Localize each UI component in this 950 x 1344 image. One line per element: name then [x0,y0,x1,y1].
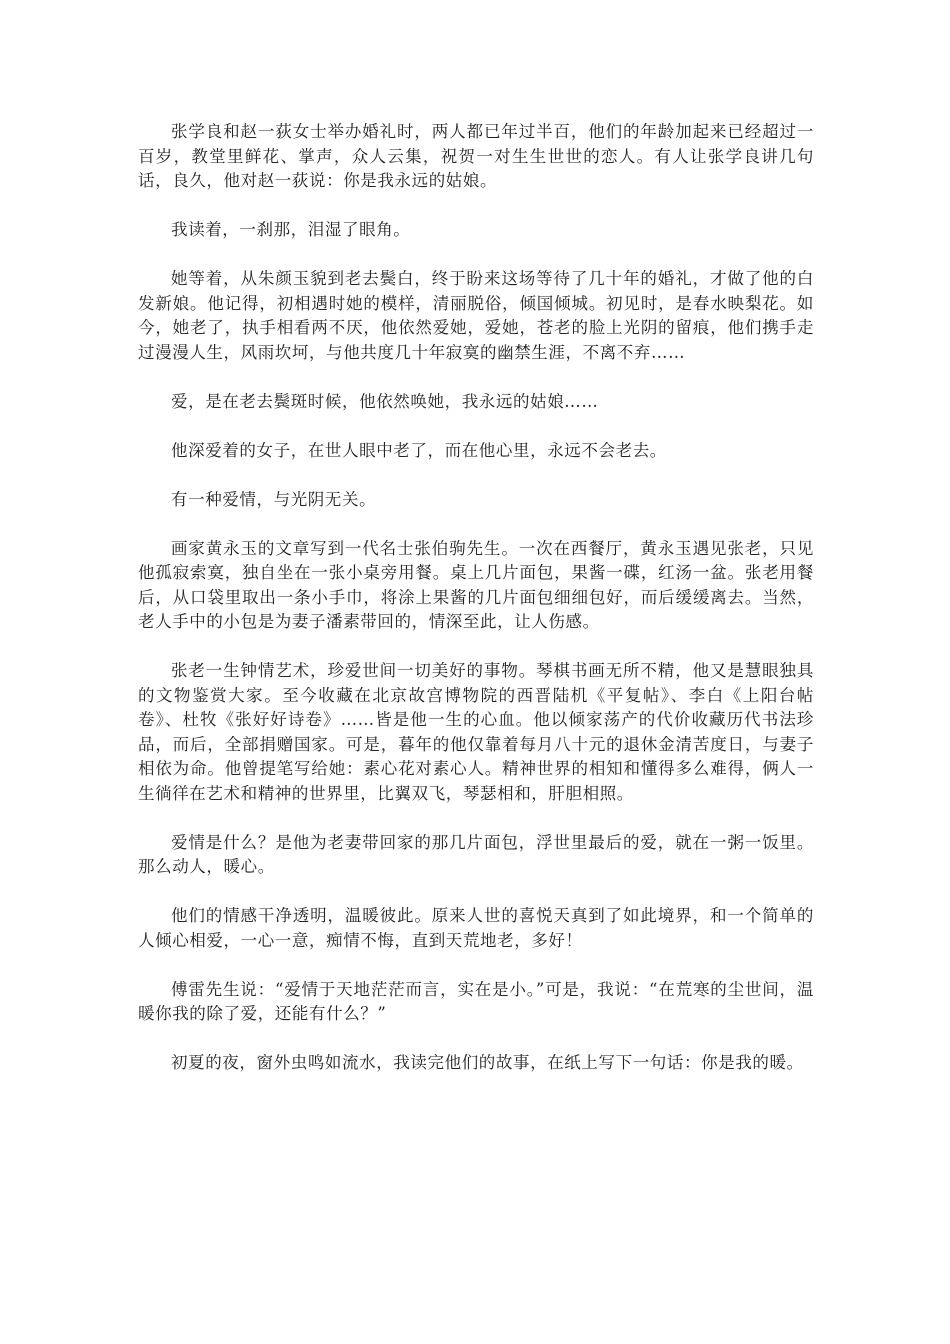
article-body [138,120,814,1100]
paragraph-9: 爱情是什么？是他为老妻带回家的那几片面包，浮世里最后的爱，就在一粥一饭里。那么动人，暖心。 [138,832,814,876]
paragraph-7: 画家黄永玉的文章写到一代名士张伯驹先生。一次在西餐厅，黄永玉遇见张老，只见他孤寂索寞，独自坐在一张小桌旁用餐。桌上几片面包，果酱一碟，红汤一盆。张老用餐后，从口袋里取出一条小手巾，将涂上果酱的几片面包细细包好，而后缓缓离去。当然，老人手中的小包是为妻子潘素带回的，情深至此，让人伤感。 [138,538,814,631]
paragraph-2: 我读着，一刹那，泪湿了眼角。 [171,220,411,239]
paragraph-4: 爱，是在老去鬓斑时候，他依然唤她，我永远的姑娘…… [171,391,599,411]
paragraph-1: 张学良和赵一荻女士举办婚礼时，两人都已年过半百，他们的年龄加起来已经超过一百岁，教堂里鲜花、掌声，众人云集，祝贺一对生生世世的恋人。有人让张学良讲几句话，良久，他对赵一荻说：你是我永远的姑娘。 [138,122,814,190]
paragraph-8: 张老一生钟情艺术，珍爱世间一切美好的事物。琴棋书画无所不精，他又是慧眼独具的文物鉴赏大家。至今收藏在北京故宫博物院的西晋陆机《平复帖》、李白《上阳台帖卷》、杜牧《张好好诗卷》……皆是他一生的心血。他以倾家荡产的代价收藏历代书法珍品，而后，全部捐赠国家。可是，暮年的他仅靠着每月八十元的退休金清苦度日，与妻子相依为命。他曾提笔写给她：素心花对素心人。精神世界的相知和懂得多么难得，俩人一生徜徉在艺术和精神的世界里，比翼双飞，琴瑟相和，肝胆相照。 [138,661,814,803]
paragraph-12: 初夏的夜，窗外虫鸣如流水，我读完他们的故事，在纸上写下一句话：你是我的暖。 [171,1053,804,1072]
paragraph-6: 有一种爱情，与光阴无关。 [171,489,377,509]
paragraph-10: 他们的情感干净透明，温暖彼此。原来人世的喜悦天真到了如此境界，和一个简单的人倾心相爱，一心一意，痴情不悔，直到天荒地老，多好！ [138,906,814,950]
paragraph-3: 她等着，从朱颜玉貌到老去鬓白，终于盼来这场等待了几十年的婚礼，才做了他的白发新娘。他记得，初相遇时她的模样，清丽脱俗，倾国倾城。初见时，是春水映梨花。如今，她老了，执手相看两不厌，他依然爱她，爱她，苍老的脸上光阴的留痕，他们携手走过漫漫人生，风雨坎坷，与他共度几十年寂寞的幽禁生涯，不离不弃…… [138,269,814,362]
paragraph-11: 傅雷先生说：“爱情于天地茫茫而言，实在是小。”可是，我说：“在荒寒的尘世间，温暖你我的除了爱，还能有什么？” [138,979,814,1023]
paragraph-5: 他深爱着的女子，在世人眼中老了，而在他心里，永远不会老去。 [171,440,667,460]
